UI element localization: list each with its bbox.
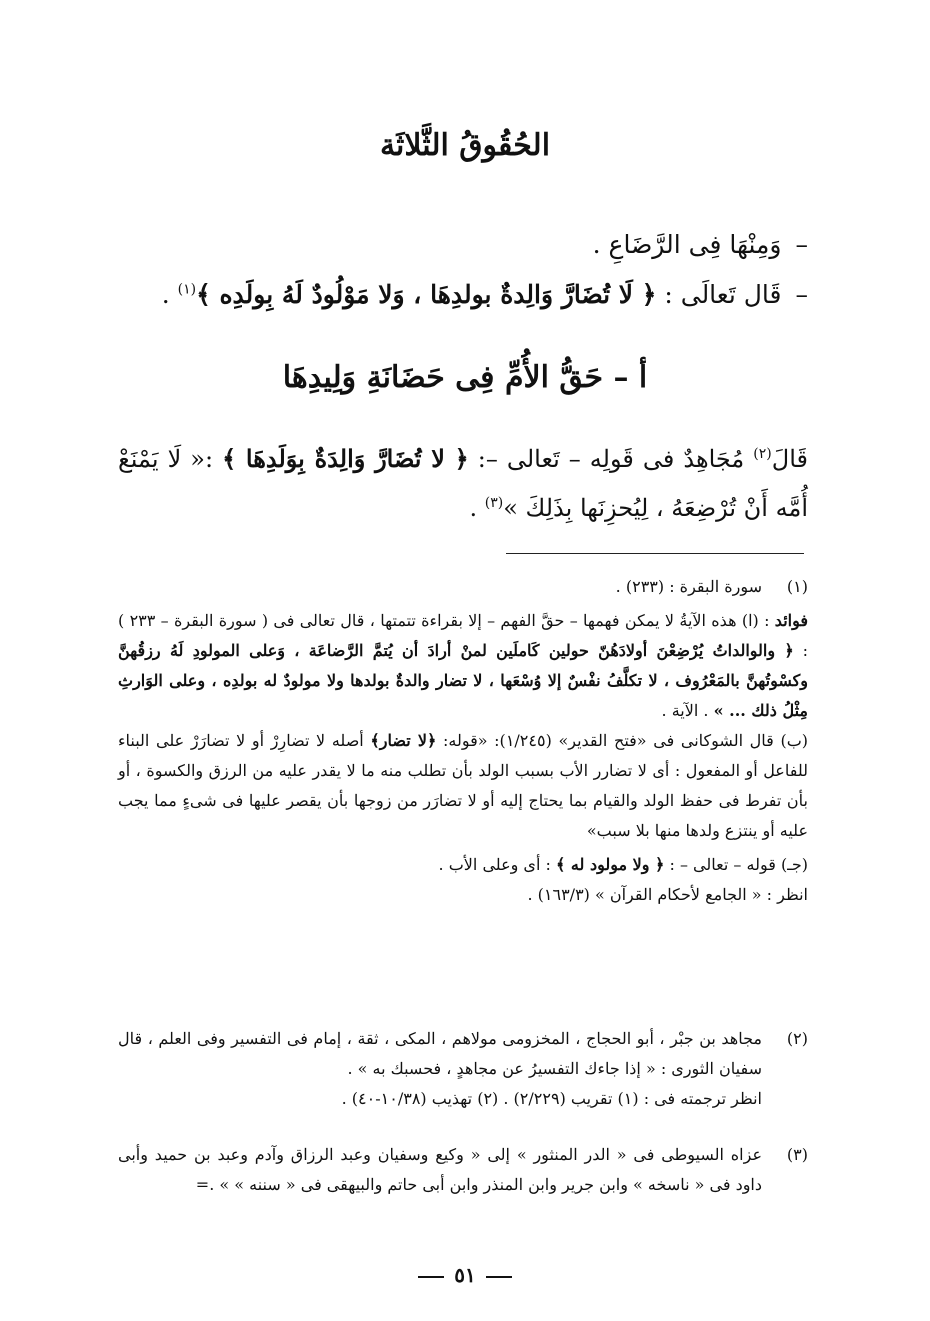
page-number-block	[0, 1263, 930, 1287]
intro-text-1: وَمِنْهَا فِى الرَّضَاعِ .	[592, 230, 782, 259]
page-number-dash-left	[486, 1276, 512, 1278]
fawaid-verse: ﴿ والوالداتُ يُرْضِعْنَ أولادَهُنّ حولين كَاملَين لمنْ أرادَ أن يُتمَّ الرَّضاعَة ، وَعلى المولودِ لَهُ رزقُهنَّ وكسْوتُهنَّ بالمَعْرُوف ، لا تكلَّفُ نفْسٌ إلا وُسْعَها ، لا تضار والدةٌ بولدها ولا مولودٌ له بولدِه ، وعلى الوَارثِ مِثْلُ ذلك ... »	[118, 641, 808, 720]
footnote-1	[118, 572, 808, 910]
note-c-2: : أى وعلى الأب .	[438, 855, 556, 874]
quran-verse: ﴿ لَا تُضَارَّ وَالِدةٌ بولدِهَا ، وَلا مَوْلُودٌ لَهُ بِولَدِه ﴾	[196, 280, 657, 309]
section-heading: أ – حَقُّ الأُمِّ فِى حَضَانَةِ وَلِيدِهَا	[282, 360, 648, 395]
intro-dash-1: –	[795, 230, 808, 259]
footnote-ref-1: (١)	[177, 281, 197, 298]
fawaid-label: فوائد	[774, 611, 809, 630]
note-c-1: (جـ) قوله – تعالى – :	[664, 855, 808, 874]
para-part-2: مُجَاهِدٌ فى قَولِه – تَعالى –:	[468, 445, 754, 473]
note-c-3: انظر : « الجامع لأحكام القرآن » (١٦٣/٣) .	[527, 885, 808, 904]
footnote-2-text: مجاهد بن جبْر ، أبو الحجاج ، المخزومى مولاهم ، المكى ، ثقة ، إمام فى التفسير وفى العلم ، قال سفيان الثورى : « إذا جاءك التفسيرُ عن مجاهدٍ ، فحسبك به » .	[118, 1029, 763, 1078]
intro-prefix: قَال تَعالَى :	[664, 280, 782, 309]
para-part-3: :« لَا يَمْنَعْ أُمَّه أَنْ تُرْضِعَهُ ، لِيُحزِنَها بِذَلِكَ »	[118, 445, 808, 522]
footnote-3-number: (٣)	[786, 1145, 808, 1164]
note-b-2: أصله لا تضارِرْ أو لا تضارَرْ على البناء للفاعل أو المفعول : أى لا تضارر الأب بسبب الولد بأن تطلب منه ما لا يقدر عليه من الرزق والكسوة ، أو بأن تفرط فى حفظ الولد والقيام بما يحتاج إليه أو لا تضارَر من زوجها بأن يقصر عليها فى شىءٍ مما يجب عليه أو ينتزع ولدها منها بلا سبب»	[118, 731, 808, 840]
main-paragraph	[118, 432, 808, 530]
footnote-3	[118, 1140, 808, 1200]
footnote-2-refs: انظر ترجمته فى : (١) تقريب (٢/٢٢٩) . (٢) تهذيب (١٠/٣٨-٤٠) .	[341, 1089, 762, 1108]
fawaid-end: . الآية .	[661, 701, 714, 720]
para-part-1: قَالَ	[771, 445, 808, 473]
page-number: ٥١	[454, 1263, 476, 1287]
footnote-ref-3: (٣)	[484, 495, 504, 511]
footnote-1-source: سورة البقرة : (٢٣٣) .	[615, 577, 762, 596]
intro-line-2	[162, 280, 808, 309]
page-title: الحُقُوقُ الثَّلاثَة	[379, 128, 551, 163]
intro-line-1	[593, 230, 808, 259]
note-b-1: (ب) قال الشوكانى فى «فتح القدير» (١/٢٤٥): «قوله:	[436, 731, 809, 750]
para-part-4: .	[469, 494, 485, 522]
footnote-1-number: (١)	[786, 577, 808, 596]
note-b-verse: ﴿لا تضار﴾	[370, 731, 437, 750]
para-verse: ﴿ لا تُضَارَّ وَالِدَةٌ بِوَلَدِهَا ﴾	[222, 444, 469, 473]
intro-end: .	[161, 280, 178, 309]
footnote-3-text: عزاه السيوطى فى « الدر المنثور » إلى « وكيع وسفيان وعبد الرزاق وآدم وعبد بن حميد وأبى داود فى « ناسخه » وابن جرير وابن المنذر وابن أبى حاتم والبيهقى فى « سننه » » .=	[118, 1145, 762, 1194]
fawaid-a: : (ا) هذه الآيةُ لا يمكن فهمها – حقَّ الفهم – إلا بقراءة تتمتها ، قال تعالى فى ( سورة البقرة – ٢٣٣ ) :	[118, 611, 808, 660]
page-number-dash-right	[418, 1276, 444, 1278]
footnote-2-number: (٢)	[786, 1029, 808, 1048]
intro-dash-2: –	[795, 280, 808, 309]
footnote-ref-2: (٢)	[753, 446, 772, 462]
note-c-verse: ﴿ ولا مولود له ﴾	[555, 855, 665, 874]
footnote-2	[118, 1024, 808, 1114]
footnote-separator	[506, 553, 804, 554]
